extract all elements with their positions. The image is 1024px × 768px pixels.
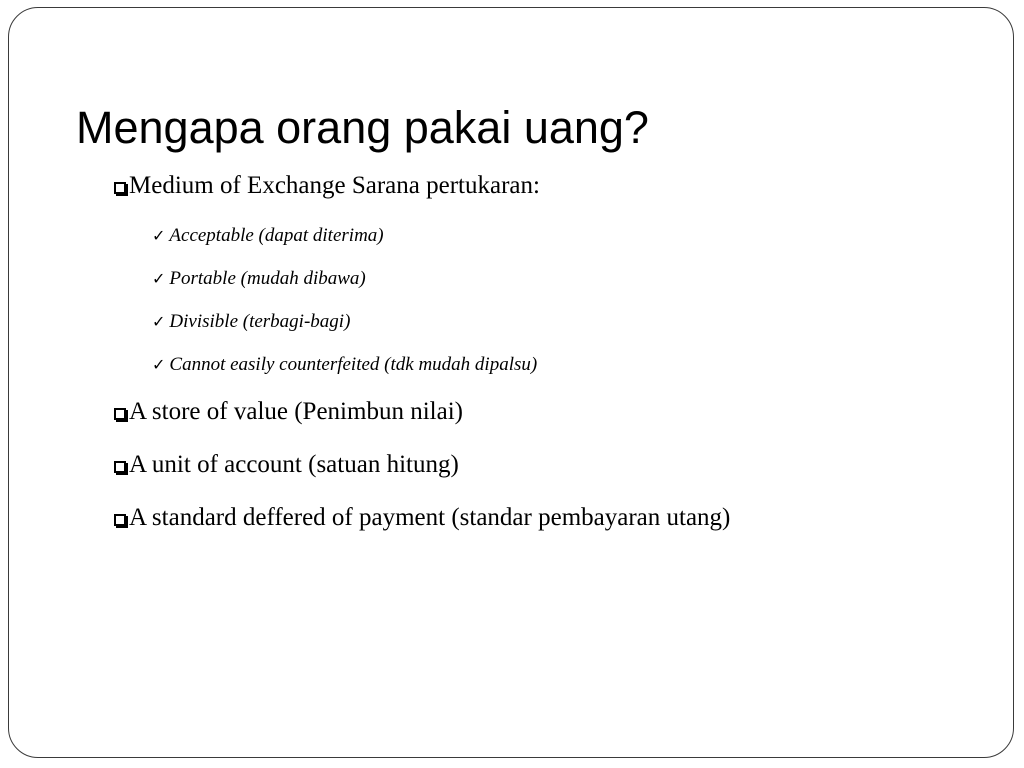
sub-bullet-text: Acceptable (dapat diterima): [169, 225, 384, 246]
bullet-text: Medium of Exchange Sarana pertukaran:: [129, 172, 540, 199]
bullet-item: [114, 504, 730, 532]
slide-title: Mengapa orang pakai uang?: [76, 102, 649, 153]
square-bullet-icon: [114, 182, 126, 194]
bullet-item: [114, 398, 463, 426]
checkmark-icon: ✓: [152, 226, 166, 245]
sub-bullet-text: Cannot easily counterfeited (tdk mudah dipalsu): [169, 354, 538, 375]
sub-bullet-item: [152, 311, 350, 333]
sub-bullet-text: Divisible (terbagi-bagi): [169, 311, 351, 332]
sub-bullet-text: Portable (mudah dibawa): [169, 268, 366, 289]
bullet-text: A unit of account (satuan hitung): [129, 451, 459, 478]
bullet-text: A standard deffered of payment (standar pembayaran utang): [129, 504, 731, 531]
sub-bullet-item: [152, 225, 384, 247]
square-bullet-icon: [114, 408, 126, 420]
checkmark-icon: ✓: [152, 355, 166, 374]
bullet-item: [114, 451, 459, 479]
sub-bullet-item: [152, 354, 537, 376]
checkmark-icon: ✓: [152, 312, 166, 331]
checkmark-icon: ✓: [152, 269, 166, 288]
square-bullet-icon: [114, 461, 126, 473]
sub-bullet-item: [152, 268, 366, 290]
bullet-item: [114, 172, 540, 200]
square-bullet-icon: [114, 514, 126, 526]
bullet-text: A store of value (Penimbun nilai): [129, 398, 463, 425]
